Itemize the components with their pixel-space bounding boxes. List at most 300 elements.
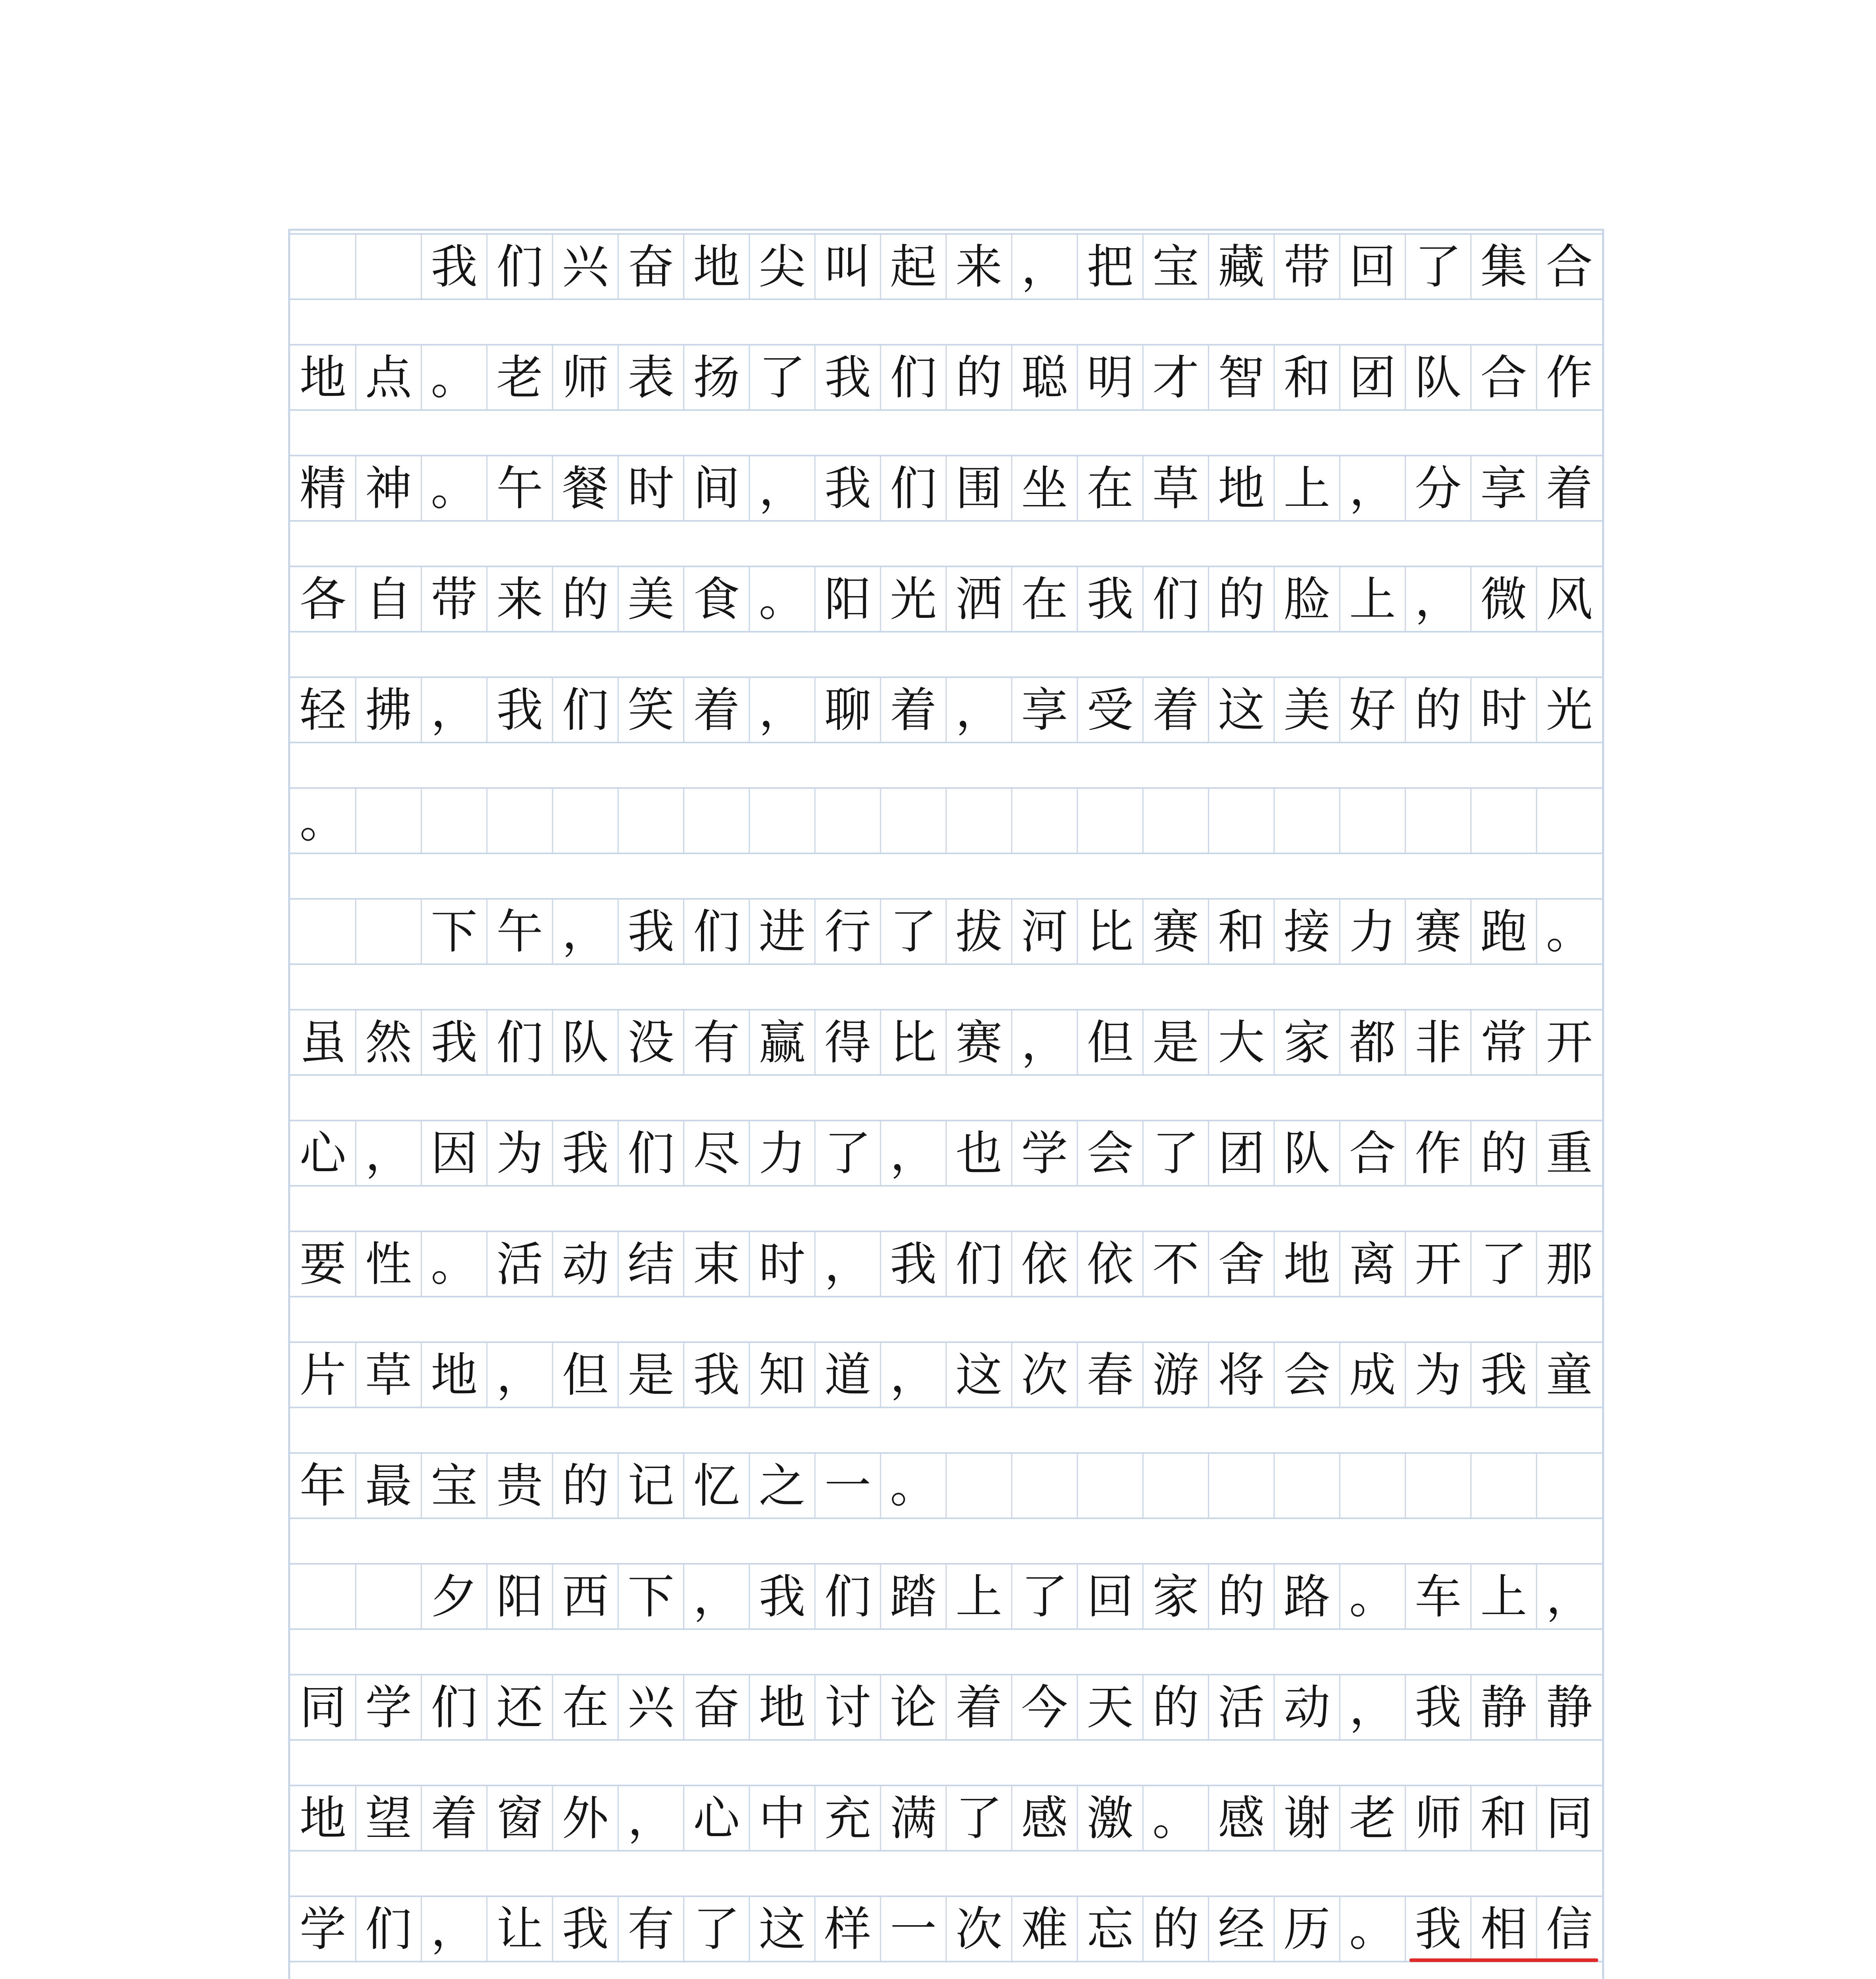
grid-cell: 上 (1349, 572, 1396, 627)
grid-cell: 午 (496, 461, 543, 516)
grid-cell: 集 (1480, 239, 1527, 294)
grid-cell: 着 (955, 1680, 1003, 1735)
grid-cell: 非 (1415, 1015, 1462, 1070)
grid-cell: 们 (365, 1901, 412, 1956)
grid-cell: 这 (759, 1901, 806, 1956)
grid-cell: 地 (1218, 461, 1265, 516)
grid-cell: 我 (1415, 1680, 1462, 1735)
grid-cell: 美 (1284, 682, 1331, 737)
grid-cell: 们 (627, 1126, 674, 1181)
grid-cell: 时 (1480, 682, 1527, 737)
grid-cell: 游 (1152, 1347, 1199, 1402)
grid-cell: 了 (759, 350, 806, 405)
grid-cell: 我 (890, 1236, 937, 1291)
red-underline (1409, 1958, 1598, 1962)
grid-cell (1274, 788, 1340, 853)
grid-cell: 阳 (824, 572, 871, 627)
grid-cell: 也 (955, 1126, 1003, 1181)
grid-cell: 阳 (496, 1569, 543, 1624)
grid-cell: 了 (890, 904, 937, 959)
grid-cell: 的 (955, 350, 1003, 405)
grid-cell: 。 (759, 572, 806, 627)
grid-cell: 常 (1480, 1015, 1527, 1070)
grid-cell: 受 (1086, 682, 1134, 737)
grid-cell: 贵 (496, 1458, 543, 1513)
grid-cell (1012, 788, 1077, 853)
grid-cell: 是 (627, 1347, 674, 1402)
grid-cell: 点 (365, 350, 412, 405)
grid-cell: 车 (1415, 1569, 1462, 1624)
grid-cell: 我 (824, 461, 871, 516)
composition-grid-paper (288, 229, 1604, 1979)
grid-cell: 讨 (824, 1680, 871, 1735)
grid-cell: 神 (365, 461, 412, 516)
grid-cell: 会 (1284, 1347, 1331, 1402)
grid-cell: 们 (955, 1236, 1003, 1291)
grid-cell (1536, 788, 1602, 853)
grid-cell: 比 (1086, 904, 1134, 959)
grid-cell: 踏 (890, 1569, 937, 1624)
grid-cell: 来 (496, 572, 543, 627)
grid-cell: ， (759, 682, 806, 737)
grid-cell: 的 (1480, 1126, 1527, 1181)
grid-cell: 因 (431, 1126, 478, 1181)
grid-cell: 们 (693, 904, 740, 959)
grid-cell: 之 (759, 1458, 806, 1513)
grid-cell: 赛 (955, 1015, 1003, 1070)
grid-cell: 窗 (496, 1791, 543, 1846)
grid-cell: 信 (1546, 1901, 1593, 1956)
grid-cell: 笑 (627, 682, 674, 737)
grid-cell: 河 (1021, 904, 1068, 959)
grid-cell: 聊 (824, 682, 871, 737)
grid-cell: 忆 (693, 1458, 740, 1513)
grid-cell: 美 (627, 572, 674, 627)
grid-cell: 宝 (431, 1458, 478, 1513)
grid-cell (1471, 1453, 1537, 1518)
grid-cell: 我 (431, 1015, 478, 1070)
grid-cell: 时 (627, 461, 674, 516)
grid-cell: 是 (1152, 1015, 1199, 1070)
grid-cell: ， (431, 682, 478, 737)
grid-cell: 洒 (955, 572, 1003, 627)
grid-cell: 们 (431, 1680, 478, 1735)
grid-cell: 表 (627, 350, 674, 405)
grid-cell: 师 (1415, 1791, 1462, 1846)
grid-cell: 在 (1021, 572, 1068, 627)
grid-cell: 了 (1415, 239, 1462, 294)
grid-cell: 光 (890, 572, 937, 627)
grid-cell: 带 (431, 572, 478, 627)
grid-cell: 赢 (759, 1015, 806, 1070)
grid-cell: 了 (1480, 1236, 1527, 1291)
grid-cell (487, 788, 553, 853)
grid-cell: 老 (1349, 1791, 1396, 1846)
grid-cell (1209, 1453, 1274, 1518)
grid-cell: ， (562, 904, 609, 959)
grid-cell: 但 (1086, 1015, 1134, 1070)
grid-cell: 我 (1480, 1347, 1527, 1402)
grid-cell: 样 (824, 1901, 871, 1956)
grid-cell: 兴 (562, 239, 609, 294)
grid-cell: 论 (890, 1680, 937, 1735)
grid-cell: 结 (627, 1236, 674, 1291)
grid-cell: 各 (299, 572, 346, 627)
grid-cell: 奋 (627, 239, 674, 294)
grid-cell: 作 (1415, 1126, 1462, 1181)
grid-cell: 智 (1218, 350, 1265, 405)
grid-cell: 我 (1415, 1901, 1462, 1956)
grid-cell: 为 (1415, 1347, 1462, 1402)
text-line (290, 1453, 1602, 1518)
grid-cell: 路 (1284, 1569, 1331, 1624)
grid-cell: 片 (299, 1347, 346, 1402)
grid-cell: 轻 (299, 682, 346, 737)
grid-cell: ， (824, 1236, 871, 1291)
grid-cell: 年 (299, 1458, 346, 1513)
grid-cell: 着 (1546, 461, 1593, 516)
grid-cell: 西 (562, 1569, 609, 1624)
grid-cell: 学 (365, 1680, 412, 1735)
grid-cell: 间 (693, 461, 740, 516)
grid-cell: 们 (1152, 572, 1199, 627)
grid-cell: ， (1021, 239, 1068, 294)
grid-cell (356, 234, 422, 299)
text-line (290, 1675, 1602, 1740)
grid-cell: 一 (890, 1901, 937, 1956)
grid-cell (1536, 1453, 1602, 1518)
grid-cell: 分 (1415, 461, 1462, 516)
grid-cell: 我 (1086, 572, 1134, 627)
grid-cell: 的 (1415, 682, 1462, 737)
grid-cell: 上 (1284, 461, 1331, 516)
grid-cell: 我 (824, 350, 871, 405)
grid-cell: ， (890, 1126, 937, 1181)
grid-cell: 活 (1218, 1680, 1265, 1735)
grid-cell (1405, 788, 1471, 853)
grid-cell: 团 (1349, 350, 1396, 405)
grid-cell: 会 (1086, 1126, 1134, 1181)
grid-cell: 地 (299, 350, 346, 405)
grid-cell: 静 (1480, 1680, 1527, 1735)
grid-cell: 。 (1349, 1901, 1396, 1956)
text-line (290, 1121, 1602, 1186)
grid-cell: ， (1349, 1680, 1396, 1735)
grid-cell: 作 (1546, 350, 1593, 405)
grid-cell: 动 (562, 1236, 609, 1291)
grid-cell: 我 (431, 239, 478, 294)
grid-cell: 力 (759, 1126, 806, 1181)
grid-cell (1209, 788, 1274, 853)
grid-cell: 满 (890, 1791, 937, 1846)
grid-cell: 午 (496, 904, 543, 959)
grid-cell: 那 (1546, 1236, 1593, 1291)
grid-cell: 外 (562, 1791, 609, 1846)
grid-cell: 带 (1284, 239, 1331, 294)
grid-cell: 和 (1480, 1791, 1527, 1846)
grid-cell: 然 (365, 1015, 412, 1070)
grid-cell: 重 (1546, 1126, 1593, 1181)
grid-cell (1405, 1453, 1471, 1518)
grid-cell: 在 (562, 1680, 609, 1735)
grid-cell (1340, 1453, 1405, 1518)
grid-cell: 道 (824, 1347, 871, 1402)
grid-cell (356, 1564, 422, 1629)
grid-cell: 享 (1021, 682, 1068, 737)
grid-cell: 师 (562, 350, 609, 405)
grid-cell (1471, 788, 1537, 853)
grid-cell: 我 (562, 1901, 609, 1956)
grid-cell: 成 (1349, 1347, 1396, 1402)
grid-cell: 藏 (1218, 239, 1265, 294)
grid-cell: 聪 (1021, 350, 1068, 405)
text-line (290, 456, 1602, 521)
grid-cell: 宝 (1152, 239, 1199, 294)
grid-cell (1077, 1453, 1143, 1518)
grid-cell: 明 (1086, 350, 1134, 405)
grid-cell: 束 (693, 1236, 740, 1291)
grid-cell: 着 (431, 1791, 478, 1846)
text-line (290, 1896, 1602, 1962)
grid-cell (290, 234, 356, 299)
grid-cell: 力 (1349, 904, 1396, 959)
text-line (290, 1010, 1602, 1075)
grid-cell: 没 (627, 1015, 674, 1070)
grid-cell: ， (1349, 461, 1396, 516)
grid-cell: 我 (627, 904, 674, 959)
grid-cell: 我 (562, 1126, 609, 1181)
grid-cell: 兴 (627, 1680, 674, 1735)
grid-cell: 地 (1284, 1236, 1331, 1291)
grid-cell: 的 (1152, 1680, 1199, 1735)
grid-cell: 上 (955, 1569, 1003, 1624)
grid-cell: 风 (1546, 572, 1593, 627)
grid-cell: 尽 (693, 1126, 740, 1181)
grid-cell: 得 (824, 1015, 871, 1070)
grid-cell: 地 (759, 1680, 806, 1735)
grid-cell: 草 (365, 1347, 412, 1402)
grid-cell: 性 (365, 1236, 412, 1291)
grid-cell: ， (1546, 1569, 1593, 1624)
grid-cell: 感 (1021, 1791, 1068, 1846)
grid-cell: 队 (562, 1015, 609, 1070)
grid-cell: 地 (299, 1791, 346, 1846)
text-line (290, 1564, 1602, 1629)
grid-cell: 扬 (693, 350, 740, 405)
grid-cell: 了 (955, 1791, 1003, 1846)
grid-cell: 来 (955, 239, 1003, 294)
grid-cell: 脸 (1284, 572, 1331, 627)
grid-cell: 跑 (1480, 904, 1527, 959)
grid-cell: 。 (1546, 904, 1593, 959)
grid-cell: 自 (365, 572, 412, 627)
grid-cell: 坐 (1021, 461, 1068, 516)
grid-cell (684, 788, 750, 853)
grid-cell: 依 (1086, 1236, 1134, 1291)
grid-cell (618, 788, 684, 853)
grid-cell: 我 (496, 682, 543, 737)
grid-cell: 有 (693, 1015, 740, 1070)
text-line (290, 234, 1602, 299)
grid-cell: 激 (1086, 1791, 1134, 1846)
grid-cell: 这 (955, 1347, 1003, 1402)
grid-cell: 拔 (955, 904, 1003, 959)
grid-cell (881, 788, 946, 853)
grid-cell: ， (693, 1569, 740, 1624)
grid-cell: 奋 (693, 1680, 740, 1735)
grid-cell: 历 (1284, 1901, 1331, 1956)
grid-cell: 知 (759, 1347, 806, 1402)
grid-cell: 最 (365, 1458, 412, 1513)
grid-cell: ， (496, 1347, 543, 1402)
grid-cell (946, 1453, 1012, 1518)
grid-cell: 回 (1349, 239, 1396, 294)
grid-cell: 合 (1480, 350, 1527, 405)
grid-cell: 都 (1349, 1015, 1396, 1070)
grid-cell: 心 (693, 1791, 740, 1846)
text-line (290, 345, 1602, 410)
grid-cell: ， (890, 1347, 937, 1402)
grid-cell: 。 (1152, 1791, 1199, 1846)
grid-cell: 心 (299, 1126, 346, 1181)
grid-cell: 老 (496, 350, 543, 405)
grid-cell: 。 (299, 793, 346, 848)
grid-cell: ， (759, 461, 806, 516)
grid-cell: 家 (1152, 1569, 1199, 1624)
grid-cell: 充 (824, 1791, 871, 1846)
grid-cell: 了 (1152, 1126, 1199, 1181)
grid-cell: 依 (1021, 1236, 1068, 1291)
grid-cell: 这 (1218, 682, 1265, 737)
grid-cell: 相 (1480, 1901, 1527, 1956)
grid-cell: 餐 (562, 461, 609, 516)
grid-cell: 时 (759, 1236, 806, 1291)
grid-cell: 下 (431, 904, 478, 959)
grid-cell: 经 (1218, 1901, 1265, 1956)
grid-cell: 们 (890, 350, 937, 405)
grid-cell: ， (955, 682, 1003, 737)
grid-cell (356, 788, 422, 853)
grid-cell: 我 (693, 1347, 740, 1402)
grid-cell (815, 788, 881, 853)
grid-cell: 让 (496, 1901, 543, 1956)
grid-cell: 合 (1546, 239, 1593, 294)
grid-cell: 光 (1546, 682, 1593, 737)
grid-cell: 着 (890, 682, 937, 737)
grid-cell: 的 (562, 572, 609, 627)
grid-cell: 望 (365, 1791, 412, 1846)
grid-cell (422, 788, 487, 853)
grid-cell (290, 1564, 356, 1629)
grid-cell: 食 (693, 572, 740, 627)
grid-cell: 行 (824, 904, 871, 959)
grid-cell: 们 (890, 461, 937, 516)
grid-cell (1340, 788, 1405, 853)
grid-cell: 次 (1021, 1347, 1068, 1402)
grid-cell: 拂 (365, 682, 412, 737)
grid-cell: ， (627, 1791, 674, 1846)
grid-cell: 夕 (431, 1569, 478, 1624)
grid-cell: 感 (1218, 1791, 1265, 1846)
grid-cell (1143, 1453, 1209, 1518)
grid-cell (1274, 1453, 1340, 1518)
grid-cell: 了 (1021, 1569, 1068, 1624)
grid-cell: 上 (1480, 1569, 1527, 1624)
grid-cell: 开 (1415, 1236, 1462, 1291)
grid-cell: 同 (1546, 1791, 1593, 1846)
grid-cell (1077, 788, 1143, 853)
grid-cell: 次 (955, 1901, 1003, 1956)
grid-cell: 团 (1218, 1126, 1265, 1181)
grid-cell: 着 (693, 682, 740, 737)
text-line (290, 1785, 1602, 1851)
grid-cell (1143, 788, 1209, 853)
text-line (290, 899, 1602, 964)
grid-cell: 们 (562, 682, 609, 737)
grid-cell: 要 (299, 1236, 346, 1291)
grid-cell: 学 (1021, 1126, 1068, 1181)
grid-cell: 童 (1546, 1347, 1593, 1402)
grid-cell: 家 (1284, 1015, 1331, 1070)
grid-cell: 的 (1218, 1569, 1265, 1624)
grid-cell: 才 (1152, 350, 1199, 405)
grid-cell: 尖 (759, 239, 806, 294)
grid-cell: 和 (1218, 904, 1265, 959)
grid-cell: 合 (1349, 1126, 1396, 1181)
grid-cell: 们 (496, 1015, 543, 1070)
grid-cell: 学 (299, 1901, 346, 1956)
grid-cell: 的 (1152, 1901, 1199, 1956)
grid-cell: 回 (1086, 1569, 1134, 1624)
grid-cell: 虽 (299, 1015, 346, 1070)
grid-cell: 进 (759, 904, 806, 959)
grid-cell: 今 (1021, 1680, 1068, 1735)
grid-cell: 好 (1349, 682, 1396, 737)
text-line (290, 1342, 1602, 1407)
grid-cell: ， (1415, 572, 1462, 627)
grid-cell: 春 (1086, 1347, 1134, 1402)
grid-cell (553, 788, 618, 853)
grid-cell: 有 (627, 1901, 674, 1956)
grid-cell: 谢 (1284, 1791, 1331, 1846)
grid-cell: ， (1021, 1015, 1068, 1070)
grid-cell: 。 (890, 1458, 937, 1513)
grid-cell (749, 788, 815, 853)
grid-cell: 微 (1480, 572, 1527, 627)
grid-cell (356, 899, 422, 964)
grid-cell: 赛 (1152, 904, 1199, 959)
grid-cell: 队 (1415, 350, 1462, 405)
grid-cell: 赛 (1415, 904, 1462, 959)
grid-cell: 精 (299, 461, 346, 516)
grid-cell: 难 (1021, 1901, 1068, 1956)
grid-cell: 叫 (824, 239, 871, 294)
grid-cell: 着 (1152, 682, 1199, 737)
grid-cell: 大 (1218, 1015, 1265, 1070)
grid-cell: 记 (627, 1458, 674, 1513)
grid-cell: 为 (496, 1126, 543, 1181)
grid-cell (1012, 1453, 1077, 1518)
grid-cell (290, 899, 356, 964)
grid-cell: 将 (1218, 1347, 1265, 1402)
grid-cell: 动 (1284, 1680, 1331, 1735)
grid-cell: 。 (431, 461, 478, 516)
text-line (290, 677, 1602, 743)
grid-cell: 。 (431, 350, 478, 405)
grid-cell: 比 (890, 1015, 937, 1070)
grid-cell: 开 (1546, 1015, 1593, 1070)
grid-cell: 地 (693, 239, 740, 294)
